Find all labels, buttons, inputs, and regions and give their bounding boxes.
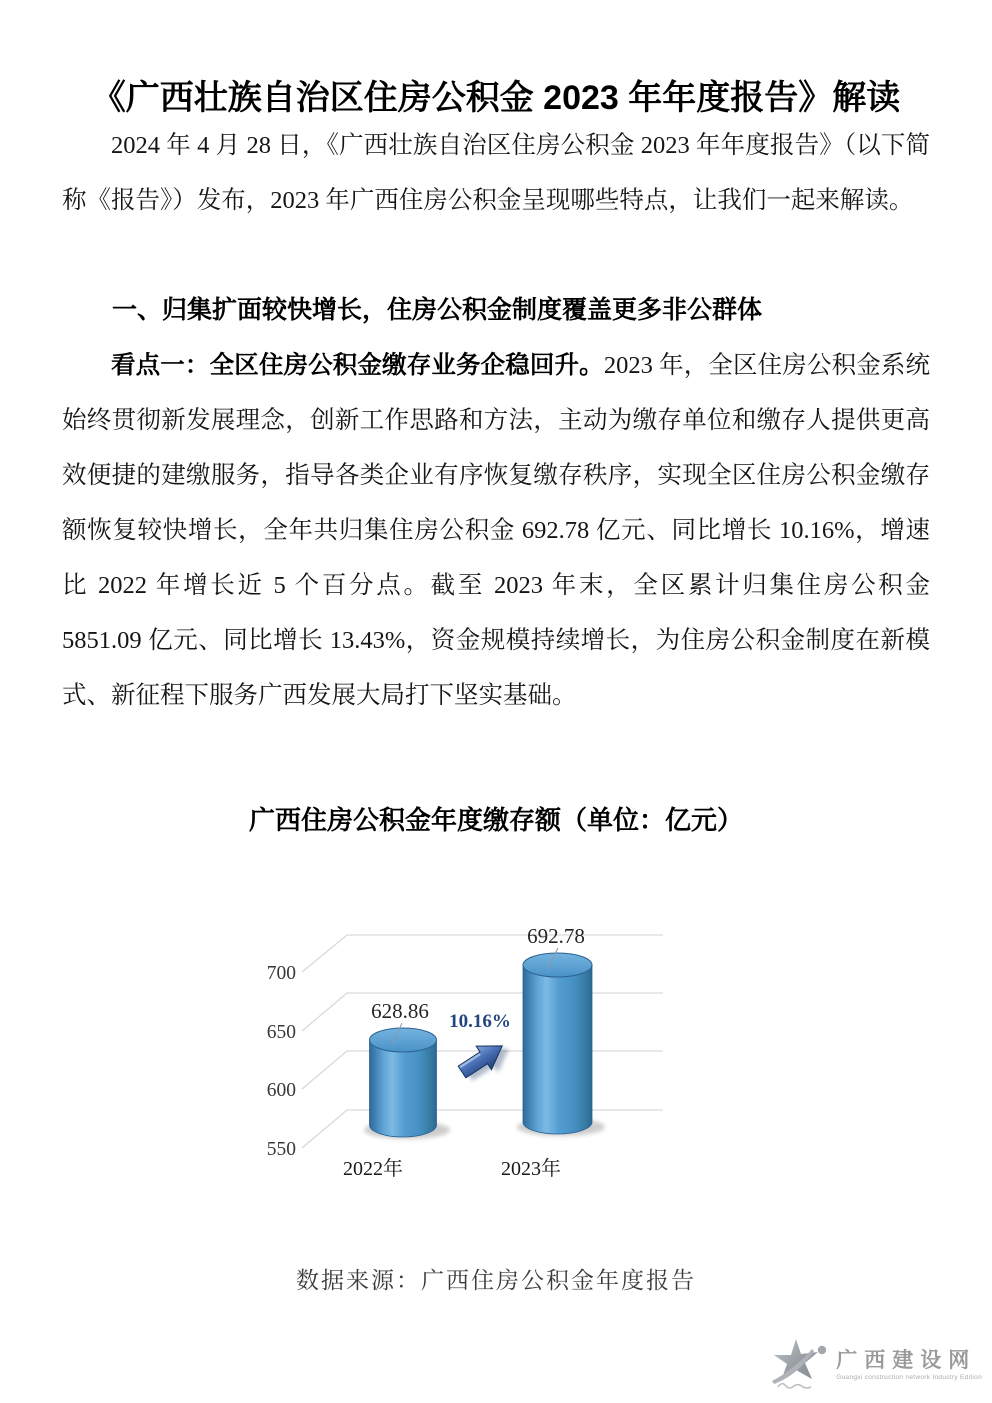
gridlines bbox=[302, 935, 663, 1148]
star-logo-icon bbox=[766, 1337, 830, 1393]
y-tick-550: 550 bbox=[266, 1139, 296, 1160]
bar-2022 bbox=[364, 1028, 450, 1139]
deposit-bar-chart bbox=[240, 900, 800, 1210]
y-axis bbox=[267, 963, 296, 1160]
page-title: 《广西壮族自治区住房公积金 2023 年年度报告》解读 bbox=[91, 79, 901, 117]
intro-paragraph: 2024 年 4 月 28 日，《广西壮族自治区住房公积金 2023 年年度报告》（以下简称《报告》）发布，2023 年广西住房公积金呈现哪些特点，让我们一起来解读。 bbox=[62, 132, 930, 214]
y-tick-600: 600 bbox=[266, 1080, 296, 1101]
logo-text-block bbox=[836, 1349, 982, 1381]
logo-script-squiggle bbox=[778, 1384, 811, 1388]
bar-2023-body bbox=[523, 965, 592, 1134]
section-heading: 一、归集扩面较快增长，住房公积金制度覆盖更多非公群体 bbox=[112, 296, 763, 324]
star-shape bbox=[774, 1339, 818, 1381]
growth-percent-label: 10.16% bbox=[449, 1011, 511, 1032]
paragraph-body: 2023 年，全区住房公积金系统始终贯彻新发展理念，创新工作思路和方法，主动为缴存单位和缴存人提供更高效便捷的建缴服务，指导各类企业有序恢复缴存秩序，实现全区住房公积金缴存额恢复较快增长，全年共归集住房公积金 692.78 亿元、同比增长 10.16%，增速比 2022 年增长近 5 个百分点。截至 2023 年末，全区累计归集住房公积金 5851.09 亿元、同比增长 13.43%，资金规模持续增长，为住房公积金制度在新模式、新征程下服务广西发展大局打下坚实基础。 bbox=[62, 352, 931, 709]
chart-title: 广西住房公积金年度缴存额（单位：亿元） bbox=[248, 806, 743, 835]
logo-dot bbox=[818, 1346, 826, 1354]
y-tick-700: 700 bbox=[266, 963, 296, 984]
y-tick-650: 650 bbox=[266, 1022, 296, 1043]
bar-value-2023: 692.78 bbox=[527, 924, 585, 948]
bar-2022-body bbox=[370, 1040, 437, 1137]
paragraph-lead: 看点一：全区住房公积金缴存业务企稳回升。 bbox=[111, 352, 604, 379]
chart-canvas bbox=[240, 900, 800, 1210]
growth-arrow-icon bbox=[454, 1032, 516, 1089]
site-logo bbox=[766, 1337, 982, 1393]
bar-2022-top bbox=[370, 1028, 437, 1052]
bar-value-2022: 628.86 bbox=[371, 999, 429, 1023]
category-label-2022: 2022年 bbox=[343, 1158, 403, 1180]
data-source-caption: 数据来源：广西住房公积金年度报告 bbox=[296, 1268, 696, 1293]
logo-name-en: Guangxi construction network Industry Edition bbox=[836, 1373, 982, 1381]
bar-2023 bbox=[517, 953, 605, 1136]
gridline-700 bbox=[302, 935, 663, 972]
category-label-2023: 2023年 bbox=[501, 1158, 561, 1180]
section-paragraph bbox=[62, 338, 930, 723]
gridline-550 bbox=[302, 1110, 663, 1148]
logo-name-cn: 广西建设网 bbox=[836, 1347, 977, 1372]
bar-2023-top bbox=[523, 953, 592, 977]
